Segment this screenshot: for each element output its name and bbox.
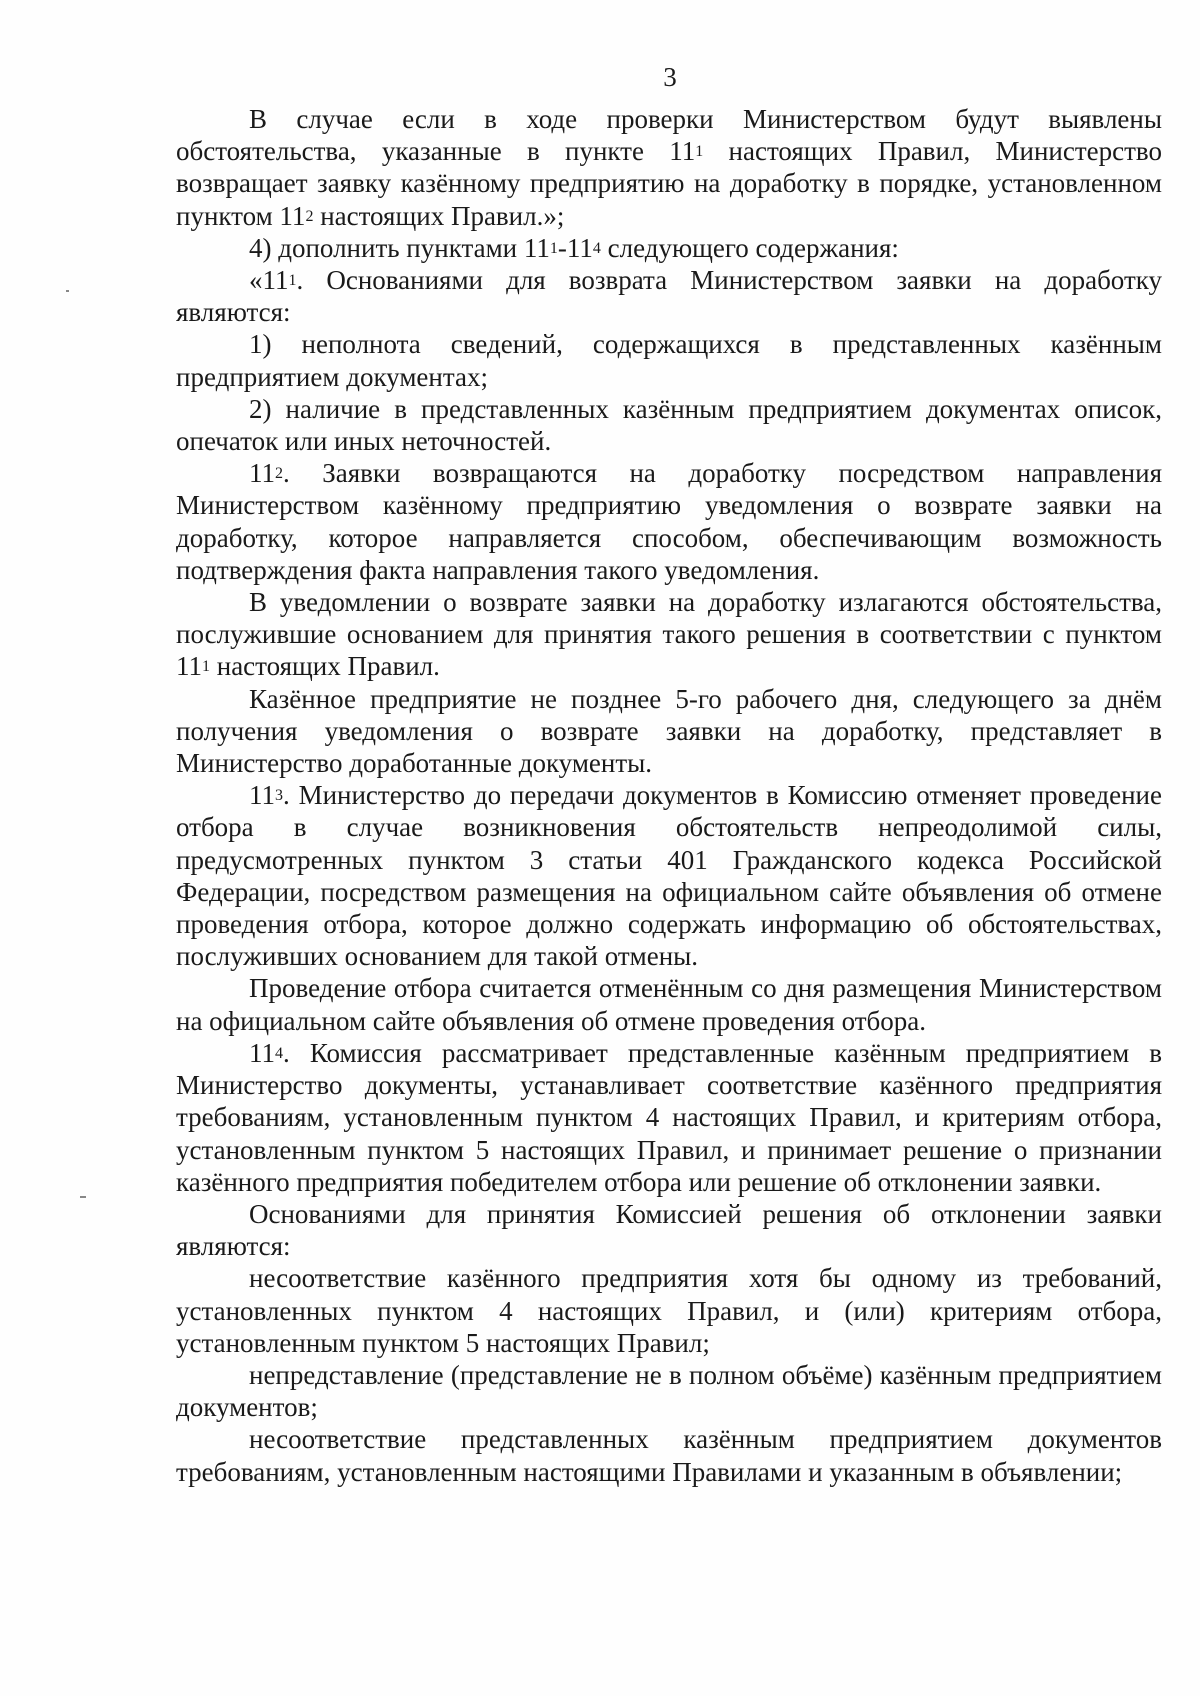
text-run: . Министерство до передачи документов в Комиссию отменяет проведение отбора в случае возникновения обстоятельств непреодолимой силы, предусмотренных пунктом 3 статьи 401 Гражданского кодекса Российской Федерации, посредством размещения на официальном сайте объявления об отмене проведения отбора, которое должно содержать информацию об обстоятельствах, послуживших основанием для такой отмены.	[176, 780, 1162, 972]
paragraph	[176, 1037, 1162, 1198]
text-run: 2) наличие в представленных казённым предприятием документах описок, опечаток или иных неточностей.	[176, 393, 1162, 457]
text-run: 4) дополнить пунктами 11	[249, 232, 550, 263]
text-run: 11	[249, 1037, 275, 1068]
scan-speck	[66, 290, 69, 292]
scan-speck	[80, 1196, 86, 1198]
text-run: несоответствие представленных казённым предприятием документов требованиям, установленным настоящими Правилами и указанным в объявлении;	[176, 1424, 1162, 1487]
text-run: . Основаниями для возврата Министерством заявки на доработку являются:	[176, 265, 1162, 328]
text-run: «11	[249, 265, 289, 296]
document-body	[176, 103, 1162, 1488]
paragraph	[176, 1198, 1162, 1262]
superscript: 1	[288, 272, 297, 290]
text-run: 11	[249, 780, 275, 811]
text-run: В уведомлении о возврате заявки на доработку излагаются обстоятельства, послужившие основанием для принятия такого решения в соответствии с пунктом 11	[176, 587, 1162, 682]
paragraph	[176, 586, 1162, 683]
paragraph	[176, 232, 1162, 264]
text-run: Проведение отбора считается отменённым со дня размещения Министерством на официальном сайте объявления об отмене проведения отбора.	[176, 973, 1162, 1036]
paragraph	[176, 103, 1162, 232]
text-run: несоответствие казённого предприятия хотя бы одному из требований, установленных пунктом 4 настоящих Правил, и (или) критериям отбора, установленным пунктом 5 настоящих Правил;	[176, 1263, 1162, 1358]
text-run: 11	[249, 458, 275, 489]
text-run: настоящих Правил.	[210, 651, 440, 682]
text-run: Основаниями для принятия Комиссией решения об отклонении заявки являются:	[176, 1198, 1162, 1262]
superscript: 1	[695, 143, 704, 161]
text-run: настоящих Правил.»;	[313, 200, 565, 231]
superscript: 1	[202, 658, 210, 676]
superscript: 4	[592, 239, 601, 257]
superscript: 4	[275, 1044, 283, 1062]
text-run: . Комиссия рассматривает представленные казённым предприятием в Министерство документы, устанавливает соответствие казённого предприятия требованиям, установленным пунктом 4 настоящих Правил, и критериям отбора, установленным пунктом 5 настоящих Правил, и принимает решение о признании казённого предприятия победителем отбора или решение об отклонении заявки.	[176, 1037, 1162, 1197]
superscript: 1	[549, 239, 558, 257]
paragraph	[176, 972, 1162, 1036]
paragraph	[176, 264, 1162, 328]
text-run: следующего содержания:	[600, 232, 899, 263]
paragraph	[176, 393, 1162, 457]
text-run: Казённое предприятие не позднее 5-го рабочего дня, следующего за днём получения уведомления о возврате заявки на доработку, представляет в Министерство доработанные документы.	[176, 683, 1162, 779]
paragraph	[176, 1262, 1162, 1359]
text-run: В случае если в ходе проверки Министерством будут выявлены обстоятельства, указанные в пункте 11	[176, 104, 1162, 167]
superscript: 2	[275, 465, 283, 483]
paragraph	[176, 779, 1162, 972]
paragraph	[176, 683, 1162, 780]
text-run: непредставление (представление не в полном объёме) казённым предприятием документов;	[176, 1359, 1162, 1423]
paragraph	[176, 1359, 1162, 1423]
page-number: 3	[663, 62, 677, 92]
paragraph	[176, 1423, 1162, 1487]
paragraph	[176, 457, 1162, 586]
superscript: 2	[305, 207, 314, 225]
text-run: . Заявки возвращаются на доработку посредством направления Министерством казённому предприятию уведомления о возврате заявки на доработку, которое направляется способом, обеспечивающим возможность подтверждения факта направления такого уведомления.	[176, 458, 1162, 585]
superscript: 3	[275, 787, 283, 805]
paragraph	[176, 328, 1162, 392]
text-run: -11	[557, 232, 593, 263]
text-run: настоящих Правил, Министерство возвращает заявку казённому предприятию на доработку в порядке, установленном пунктом 11	[176, 136, 1162, 231]
text-run: 1) неполнота сведений, содержащихся в представленных казённым предприятием документах;	[176, 329, 1162, 392]
